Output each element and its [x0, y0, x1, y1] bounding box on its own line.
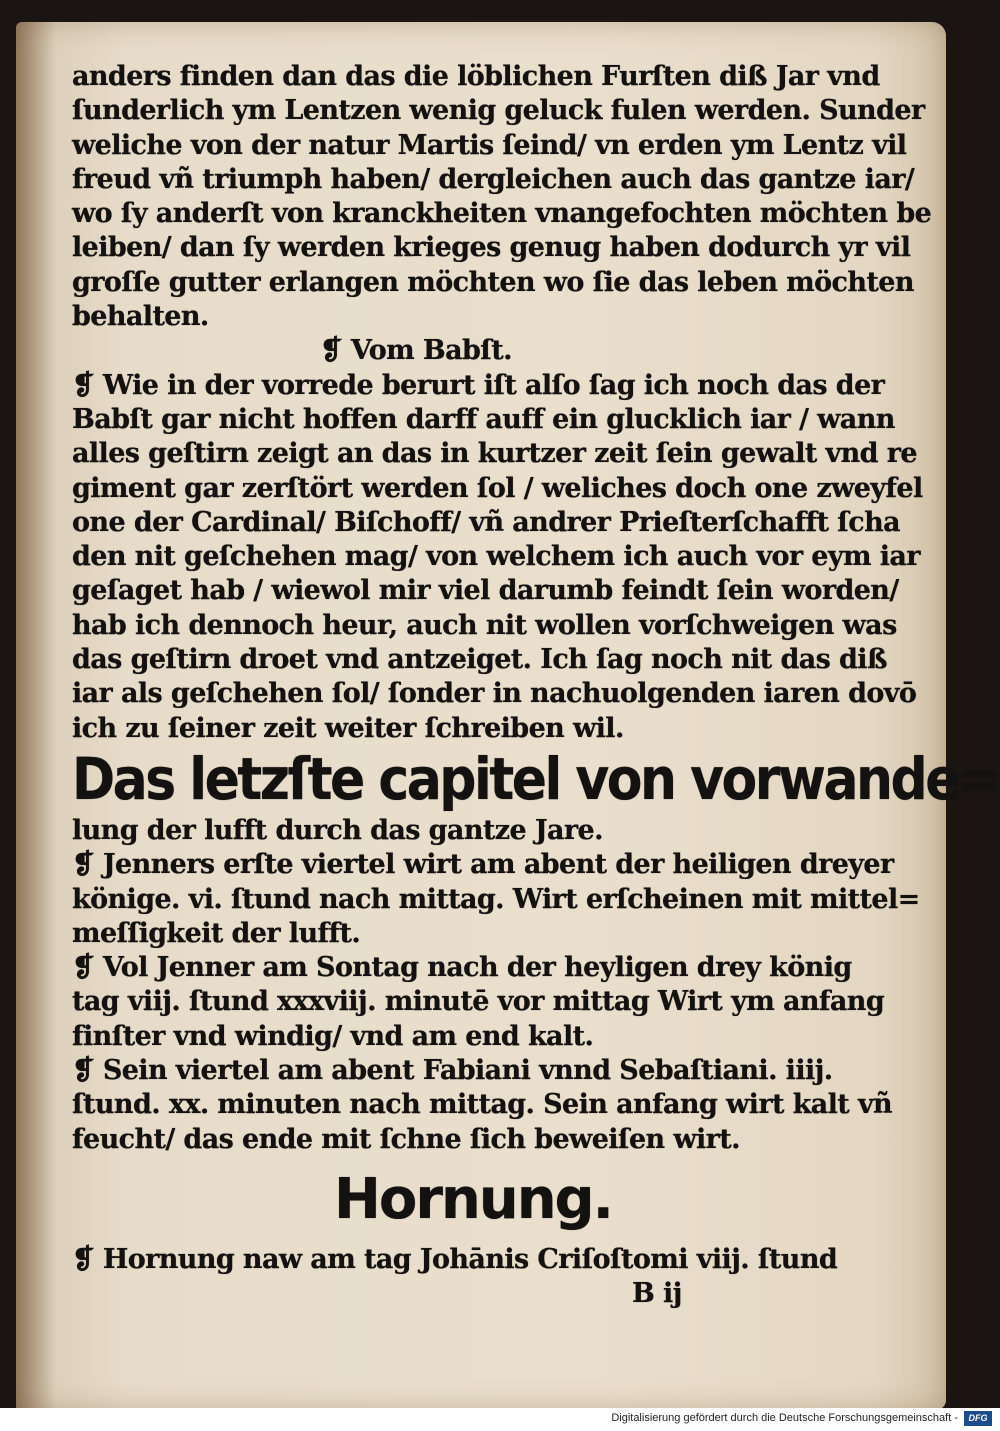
page-text-block	[72, 60, 1000, 1312]
text-line: leiben/ dan ſy werden krieges genug haben dodurch yr vil	[72, 232, 911, 264]
footer-bar	[0, 1408, 1000, 1431]
text-line: ich zu ſeiner zeit weiter ſchreiben wil.	[72, 712, 624, 744]
text-line: ❡ Vol Jenner am Sontag nach der heyligen drey könig	[72, 952, 852, 984]
text-line: groſſe gutter erlangen möchten wo ſie das leben möchten	[72, 266, 914, 298]
text-line: könige. vi. ſtund nach mittag. Wirt erſcheinen mit mittel=	[72, 883, 920, 915]
text-line: den nit geſchehen mag/ von welchem ich auch vor eym iar	[72, 541, 920, 573]
text-line: ❡ Jenners erſte viertel wirt am abent der heiligen dreyer	[72, 849, 894, 881]
text-line: ❡ Sein viertel am abent Fabiani vnnd Sebaſtiani. iiij.	[72, 1055, 833, 1087]
text-line: hab ich dennoch heur, auch nit wollen vorſchweigen was	[72, 609, 897, 641]
text-line: wo ſy anderſt von kranckheiten vnangefochten möchten be	[72, 198, 932, 230]
chapter-heading: Das letzſte capitel von vorwande=	[72, 746, 1000, 814]
text-line: ❡ Hornung naw am tag Johānis Criſoſtomi viij. ſtund	[72, 1243, 838, 1275]
text-line: das geſtirn droet vnd antzeiget. Ich ſag noch nit das diß	[72, 644, 887, 676]
dfg-logo-icon[interactable]: DFG	[964, 1411, 992, 1426]
text-line: finſter vnd windig/ vnd am end kalt.	[72, 1020, 594, 1052]
text-line: behalten.	[72, 301, 209, 333]
text-line: feucht/ das ende mit ſchne ſich beweiſen wirt.	[72, 1123, 740, 1155]
text-line: ❡ Wie in der vorrede berurt iſt alſo ſag ich noch das der	[72, 369, 885, 401]
text-line: ſtund. xx. minuten nach mittag. Sein anfang wirt kalt vñ	[72, 1089, 893, 1121]
page-gutter-shadow	[16, 22, 56, 1410]
text-line: weliche von der natur Martis ſeind/ vn erden ym Lentz vil	[72, 129, 907, 161]
month-heading: Hornung.	[334, 1166, 612, 1232]
text-line: one der Cardinal/ Biſchoff/ vñ andrer Prieſterſchafft ſcha	[72, 506, 901, 538]
text-line: anders finden dan das die löblichen Furſten diß Jar vnd	[72, 61, 880, 92]
text-line: Babſt gar nicht hoffen darff auff ein glucklich iar / wann	[72, 403, 895, 435]
text-line: alles geſtirn zeigt an das in kurtzer zeit ſein gewalt vnd re	[72, 438, 917, 470]
text-line: giment gar zerſtört werden ſol / weliches doch one zweyfel	[72, 472, 923, 504]
signature-mark: B ij	[632, 1278, 682, 1310]
footer-credit: Digitalisierung gefördert durch die Deutsche Forschungsgemeinschaft -	[611, 1412, 958, 1424]
section-heading-pope: ❡ Vom Babſt.	[320, 335, 512, 367]
text-line: freud vñ triumph haben/ dergleichen auch das gantze iar/	[72, 163, 915, 195]
text-line: iar als geſchehen ſol/ ſonder in nachuolgenden iaren dovō	[72, 678, 917, 710]
text-line: lung der lufft durch das gantze Jare.	[72, 814, 603, 846]
text-line: meſſigkeit der lufft.	[72, 917, 361, 949]
text-line: tag viij. ſtund xxxviij. minutē vor mittag Wirt ym anfang	[72, 986, 885, 1018]
text-line: geſaget hab / wiewol mir viel darumb feindt ſein worden/	[72, 575, 899, 607]
text-line: ſunderlich ym Lentzen wenig geluck fulen werden. Sunder	[72, 95, 925, 127]
